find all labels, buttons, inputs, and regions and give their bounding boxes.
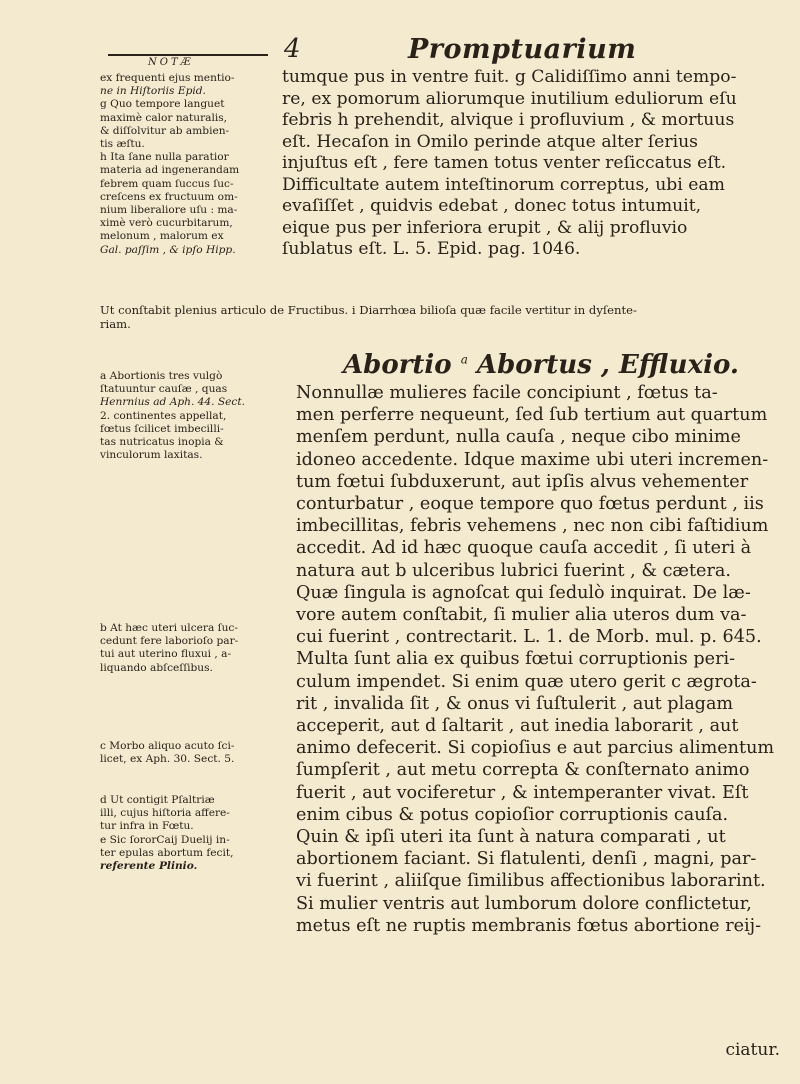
text-line: Difficultate autem inteſtinorum correptus, ubi eam <box>282 174 725 195</box>
text-line: rit , invalida ſit , & onus vi ſuſtulerit , aut plagam <box>296 693 734 714</box>
text-line: Multa ſunt alia ex quibus fœtui corruptionis peri- <box>296 649 736 670</box>
top-marginal-notes <box>100 72 278 257</box>
marginal-note-a <box>100 370 278 462</box>
heading-word-effluxio: Effluxio. <box>619 350 739 380</box>
page-header <box>108 36 788 70</box>
marginal-note-d-e <box>100 794 278 873</box>
note-line: licet, ex Aph. 30. Sect. 5. <box>100 753 235 766</box>
note-line: d Ut contigit Pſaltriæ <box>100 794 215 806</box>
text-line: vi fuerint , aliiſque ſimilibus affectionibus laborarint. <box>296 871 766 892</box>
text-line: acceperit, aut d ſaltarit , aut inedia laborarit , aut <box>296 716 739 737</box>
note-line: Ut conſtabit plenius articulo de Fructibus. i Diarrhœa bilioſa quæ facile vertitur in dyſente- <box>100 303 637 317</box>
text-line: eique pus per inferiora erupit , & alij profluvio <box>282 217 688 238</box>
heading-word-abortus: Abortus <box>476 350 592 380</box>
text-line: menſem perdunt, nulla cauſa , neque cibo minime <box>296 427 741 448</box>
page-number: 4 <box>284 34 301 64</box>
text-line: conturbatur , eoque tempore quo fœtus perdunt , iis <box>296 494 764 515</box>
note-line: tur infra in Fœtu. <box>100 820 194 833</box>
note-line: melonum , malorum ex <box>100 230 224 243</box>
text-line: Quæ ſingula is agnoſcat qui ſedulò inquirat. De læ- <box>296 582 751 603</box>
note-line: ex frequenti ejus mentio- <box>100 72 235 84</box>
note-line: ne in Hiſtoriis Epid. <box>100 85 206 98</box>
note-line: Henrnius ad Aph. 44. Sect. <box>100 396 245 409</box>
text-line: evaſiſſet , quidvis edebat , donec totus intumuit, <box>282 196 702 216</box>
note-line: 2. continentes appellat, <box>100 409 227 422</box>
text-line: Si mulier ventris aut lumborum dolore conflictetur, <box>296 893 752 914</box>
heading-word-abortio: Abortio <box>343 350 452 380</box>
note-line: maximè calor naturalis, <box>100 111 228 124</box>
text-line: natura aut b ulceribus lubrici fuerint , & cætera. <box>296 560 731 581</box>
note-line: tis æſtu. <box>100 138 145 151</box>
note-line: ſtatuuntur cauſæ , quas <box>100 383 228 396</box>
text-line: cui fuerint , contrectarit. L. 1. de Morb. mul. p. 645. <box>296 627 762 648</box>
text-line: imbecillitas, febris vehemens , nec non cibi faſtidium <box>296 516 769 537</box>
note-line: riam. <box>100 317 131 332</box>
note-line: materia ad ingenerandam <box>100 164 240 177</box>
text-line: febris h prehendit, alvique i profluvium , & mortuus <box>282 110 735 130</box>
text-line: Nonnullæ mulieres facile concipiunt , fœtus ta- <box>296 383 718 403</box>
notes-label: NOTÆ <box>148 57 194 68</box>
header-rule <box>108 54 268 56</box>
text-line: idoneo accedente. Idque maxime ubi uteri incremen- <box>296 449 769 470</box>
note-line: tas nutricatus inopia & <box>100 436 224 449</box>
note-line: ximè verò cucurbitarum, <box>100 217 233 230</box>
text-line: vore autem conſtabit, ſi mulier alia uteros dum va- <box>296 605 747 626</box>
text-line: ſumpſerit , aut metu correpta & conſternato animo <box>296 760 750 781</box>
text-line: Quin & ipſi uteri ita ſunt à natura comparati , ut <box>296 827 726 848</box>
main-body-text <box>296 382 782 937</box>
catchword: ciatur. <box>725 1040 780 1060</box>
text-line: tum fœtui ſubduxerunt, aut ipſis alvus vehementer <box>296 471 749 492</box>
note-line: g Quo tempore languet <box>100 98 225 111</box>
note-line: creſcens ex fructuum om- <box>100 190 238 203</box>
note-line: tui aut uterino fluxui , a- <box>100 648 232 661</box>
text-line: tumque pus in ventre fuit. g Calidiſſimo anni tempo- <box>282 67 737 87</box>
text-line: abortionem faciant. Si flatulenti, denſi , magni, par- <box>296 849 757 870</box>
text-line: enim cibus & potus copioſior corruptionis cauſa. <box>296 804 729 825</box>
note-line: fœtus ſcilicet imbecilli- <box>100 422 224 435</box>
text-line: animo defecerit. Si copioſius e aut parcius alimentum <box>296 738 775 759</box>
heading-note-marker: a <box>460 352 468 367</box>
note-line: & diſſolvitur ab ambien- <box>100 124 230 137</box>
note-line: liquando abſceſſibus. <box>100 661 213 674</box>
running-title: Promptuarium <box>408 34 637 65</box>
note-line: c Morbo aliquo acuto ſci- <box>100 740 235 752</box>
marginal-note-c <box>100 740 278 766</box>
text-line: fuerit , aut vociferetur , & intemperanter vivat. Eſt <box>296 782 749 803</box>
section-heading <box>343 350 739 380</box>
text-line: eſt. Hecaſon in Omilo perinde atque alter ſerius <box>282 131 698 152</box>
text-line: re, ex pomorum aliorumque inutilium eduliorum eſu <box>282 88 737 109</box>
note-line: cedunt fere laborioſo par- <box>100 635 239 648</box>
note-line: Gal. paſſim , & ipſo Hipp. <box>100 243 236 256</box>
note-line: vinculorum laxitas. <box>100 449 203 462</box>
note-line: h Ita ſane nulla paratior <box>100 151 229 164</box>
text-line: accedit. Ad id hæc quoque cauſa accedit , ſi uteri à <box>296 538 752 559</box>
text-line: culum impendet. Si enim quæ utero gerit c ægrota- <box>296 671 757 692</box>
marginal-note-b <box>100 622 278 675</box>
note-line: febrem quam ſuccus ſuc- <box>100 177 234 190</box>
note-line: a Abortionis tres vulgò <box>100 370 223 382</box>
full-width-note <box>100 303 790 331</box>
note-line: b At hæc uteri ulcera ſuc- <box>100 622 238 634</box>
text-line: men perferre nequeunt, ſed ſub tertium aut quartum <box>296 405 768 426</box>
heading-separator: , <box>600 350 610 380</box>
top-main-text <box>282 67 782 261</box>
text-line: metus eſt ne ruptis membranis fœtus abortione reij- <box>296 915 762 936</box>
text-line: ſublatus eſt. L. 5. Epid. pag. 1046. <box>282 239 581 259</box>
text-line: injuſtus eſt , fere tamen totus venter reſiccatus eſt. <box>282 153 727 173</box>
note-line: e Sic ſororCaij Duelij in- <box>100 833 230 846</box>
note-line: illi, cujus hiſtoria affere- <box>100 807 230 820</box>
note-line: ter epulas abortum fecit, <box>100 846 234 859</box>
note-line: referente Plinio. <box>100 860 198 873</box>
note-line: nium liberaliore uſu : ma- <box>100 204 238 217</box>
